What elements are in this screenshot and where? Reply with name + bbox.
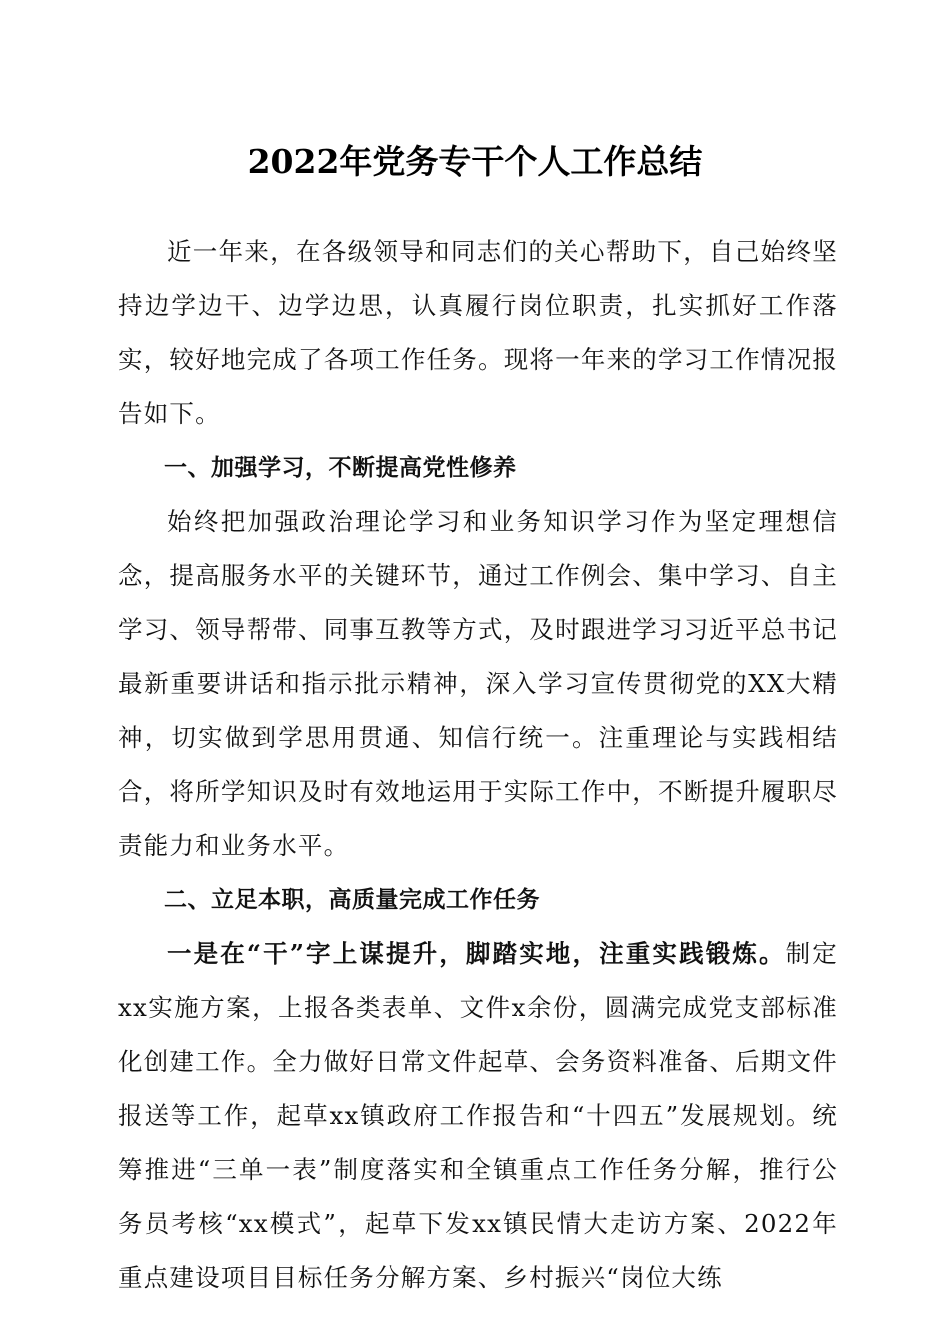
section-1-heading: 一、加强学习，不断提高党性修养 [164,455,517,481]
section-1-paragraph: 始终把加强政治理论学习和业务知识学习作为坚定理想信念，提高服务水平的关键环节，通过工作例会、集中学习、自主学习、领导帮带、同事互教等方式，及时跟进学习习近平总书记最新重要讲话和指示批示精神，深入学习宣传贯彻党的XX大精神，切实做到学思用贯通、知信行统一。注重理论与实践相结合，将所学知识及时有效地运用于实际工作中，不断提升履职尽责能力和业务水平。 [118,507,838,860]
intro-paragraph: 近一年来，在各级领导和同志们的关心帮助下，自己始终坚持边学边干、边学边思，认真履行岗位职责，扎实抓好工作落实，较好地完成了各项工作任务。现将一年来的学习工作情况报告如下。 [118,237,838,428]
document-body [118,225,838,1305]
section-2-lead: 一是在“干”字上谋提升，脚踏实地，注重实践锻炼。 [167,939,786,968]
document-title: 2022年党务专干个人工作总结 [247,142,703,181]
section-2-heading: 二、立足本职，高质量完成工作任务 [164,887,540,913]
section-2-body: 制定xx实施方案，上报各类表单、文件x余份，圆满完成党支部标准化创建工作。全力做好日常文件起草、会务资料准备、后期文件报送等工作，起草xx镇政府工作报告和“十四五”发展规划。统筹推进“三单一表”制度落实和全镇重点工作任务分解，推行公务员考核“xx模式”，起草下发xx镇民情大走访方案、2022年重点建设项目目标任务分解方案、乡村振兴“岗位大练 [118,939,839,1292]
section-2-paragraph [118,927,838,1305]
